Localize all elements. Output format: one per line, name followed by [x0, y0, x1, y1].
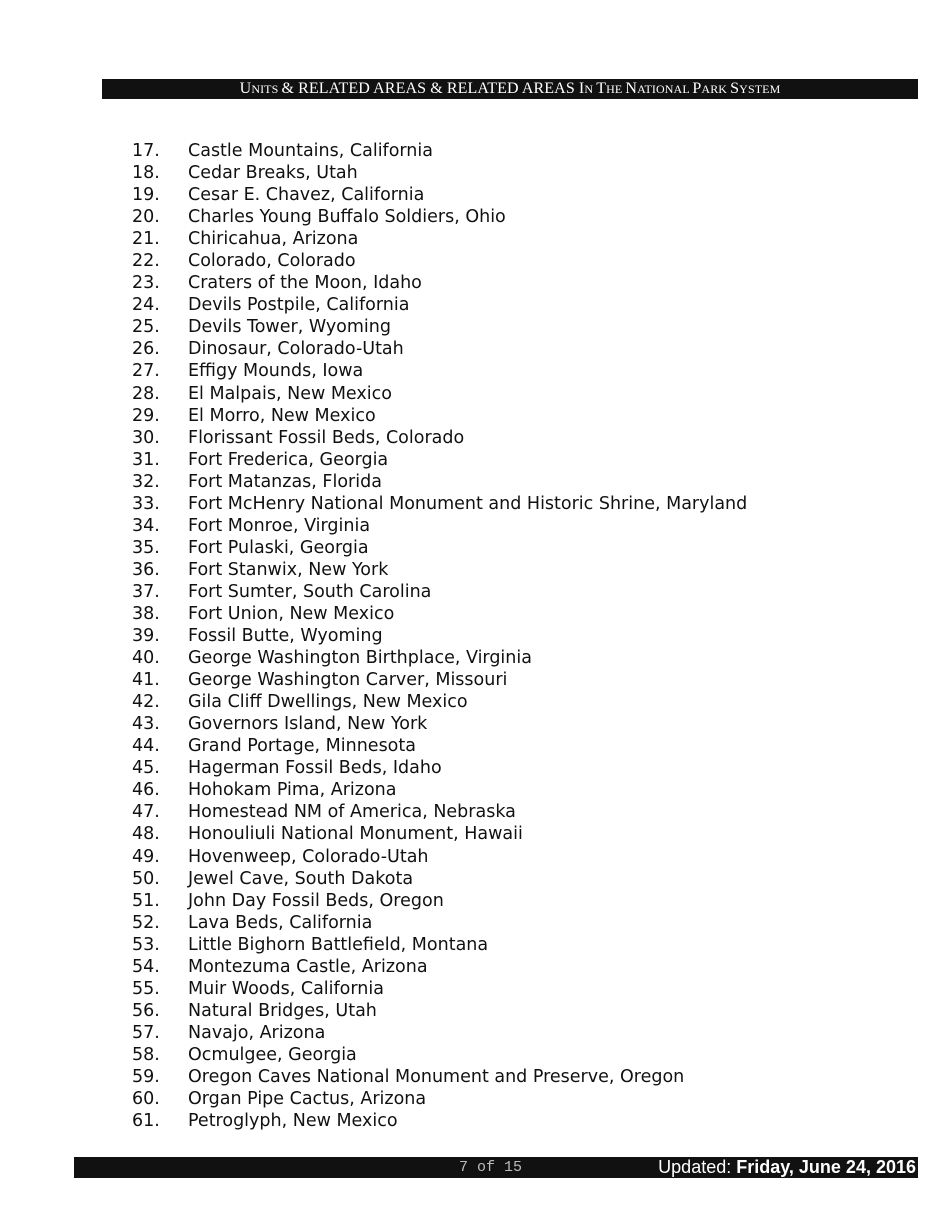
item-number: 51. — [132, 890, 160, 911]
item-text: Charles Young Buffalo Soldiers, Ohio — [188, 207, 506, 228]
header-title-part: HE — [606, 82, 626, 96]
header-title-part: N — [625, 80, 638, 97]
list-item — [132, 1044, 747, 1066]
list-item — [132, 691, 747, 713]
list-item — [132, 669, 747, 691]
item-text: John Day Fossil Beds, Oregon — [188, 890, 444, 911]
item-text: Ocmulgee, Georgia — [188, 1044, 357, 1065]
item-number: 18. — [132, 163, 160, 184]
item-number: 43. — [132, 714, 160, 735]
header-title-part: NITS — [251, 82, 282, 96]
header-title-part: ATIONAL — [637, 82, 693, 96]
list-item — [132, 1066, 747, 1088]
item-text: Cedar Breaks, Utah — [188, 163, 358, 184]
list-item — [132, 383, 747, 405]
item-text: Fort Frederica, Georgia — [188, 449, 389, 470]
item-text: Jewel Cave, South Dakota — [188, 868, 414, 889]
list-item — [132, 206, 747, 228]
list-item — [132, 735, 747, 757]
item-number: 60. — [132, 1089, 160, 1110]
header-title-part: ARK — [701, 82, 731, 96]
list-item — [132, 228, 747, 250]
list-item — [132, 360, 747, 382]
header-title-part: T — [596, 80, 607, 97]
item-text: Fort Matanzas, Florida — [188, 471, 382, 492]
item-text: Fort McHenry National Monument and Historic Shrine, Maryland — [188, 493, 748, 514]
list-item — [132, 559, 747, 581]
header-title-part: U — [239, 80, 252, 97]
item-text: Hovenweep, Colorado-Utah — [188, 846, 429, 867]
list-item — [132, 890, 747, 912]
item-number: 19. — [132, 185, 160, 206]
item-number: 48. — [132, 824, 160, 845]
item-number: 54. — [132, 956, 160, 977]
item-number: 52. — [132, 912, 160, 933]
item-text: Lava Beds, California — [188, 912, 373, 933]
item-number: 59. — [132, 1066, 160, 1087]
item-number: 35. — [132, 537, 160, 558]
item-text: Navajo, Arizona — [188, 1022, 326, 1043]
item-text: Fort Pulaski, Georgia — [188, 537, 369, 558]
list-item — [132, 868, 747, 890]
item-text: Oregon Caves National Monument and Preserve, Oregon — [188, 1066, 685, 1087]
list-item — [132, 978, 747, 1000]
list-item — [132, 934, 747, 956]
header-title — [240, 80, 781, 98]
item-text: Petroglyph, New Mexico — [188, 1111, 398, 1132]
item-text: Governors Island, New York — [188, 714, 428, 735]
item-text: Devils Postpile, California — [188, 295, 410, 316]
page-header — [102, 79, 918, 99]
item-number: 29. — [132, 405, 160, 426]
header-title-part: P — [692, 80, 702, 97]
item-text: Castle Mountains, California — [188, 141, 433, 162]
item-number: 56. — [132, 1000, 160, 1021]
item-text: Fort Sumter, South Carolina — [188, 581, 432, 602]
item-text: Florissant Fossil Beds, Colorado — [188, 427, 465, 448]
item-number: 23. — [132, 273, 160, 294]
list-item — [132, 1088, 747, 1110]
item-number: 50. — [132, 868, 160, 889]
list-item — [132, 405, 747, 427]
item-number: 47. — [132, 802, 160, 823]
list-item — [132, 184, 747, 206]
list-item — [132, 779, 747, 801]
item-text: Effigy Mounds, Iowa — [188, 361, 364, 382]
header-title-part: YSTEM — [739, 82, 781, 96]
list-item — [132, 338, 747, 360]
list-item — [132, 956, 747, 978]
item-number: 39. — [132, 626, 160, 647]
item-text: George Washington Birthplace, Virginia — [188, 648, 532, 669]
list-item — [132, 449, 747, 471]
item-text: Fossil Butte, Wyoming — [188, 626, 383, 647]
item-number: 27. — [132, 361, 160, 382]
list-item — [132, 537, 747, 559]
item-number: 33. — [132, 493, 160, 514]
header-title-part: N — [584, 82, 597, 96]
item-number: 55. — [132, 978, 160, 999]
item-number: 57. — [132, 1022, 160, 1043]
item-number: 42. — [132, 692, 160, 713]
item-text: Fort Union, New Mexico — [188, 604, 395, 624]
list-item — [132, 272, 747, 294]
item-number: 61. — [132, 1111, 160, 1132]
header-title-part: S — [730, 80, 740, 97]
item-text: Devils Tower, Wyoming — [188, 317, 391, 338]
list-item — [132, 250, 747, 272]
list-item — [132, 823, 747, 845]
list-item — [132, 1000, 747, 1022]
page-number: 7 of 15 — [459, 1159, 523, 1176]
list-item — [132, 912, 747, 934]
item-text: Craters of the Moon, Idaho — [188, 273, 422, 294]
item-number: 22. — [132, 251, 160, 272]
item-text: Chiricahua, Arizona — [188, 229, 359, 250]
item-number: 25. — [132, 317, 160, 338]
list-item — [132, 515, 747, 537]
item-text: Colorado, Colorado — [188, 251, 356, 272]
updated-label: Updated: — [658, 1157, 732, 1177]
item-number: 45. — [132, 758, 160, 779]
list-item — [132, 757, 747, 779]
units-list — [132, 140, 747, 1132]
list-item — [132, 493, 747, 515]
item-number: 21. — [132, 229, 160, 250]
list-item — [132, 581, 747, 603]
list-item — [132, 427, 747, 449]
updated-stamp — [658, 1157, 916, 1178]
list-item — [132, 1110, 747, 1132]
item-number: 49. — [132, 846, 160, 867]
list-item — [132, 294, 747, 316]
list-item — [132, 162, 747, 184]
list-item — [132, 625, 747, 647]
list-item — [132, 846, 747, 868]
list-item — [132, 801, 747, 823]
item-number: 31. — [132, 449, 160, 470]
item-text: Montezuma Castle, Arizona — [188, 956, 428, 977]
item-number: 40. — [132, 648, 160, 669]
item-number: 41. — [132, 670, 160, 691]
item-number: 32. — [132, 471, 160, 492]
item-text: Grand Portage, Minnesota — [188, 736, 416, 757]
item-text: Gila Cliff Dwellings, New Mexico — [188, 692, 468, 713]
item-text: Muir Woods, California — [188, 978, 384, 999]
item-number: 36. — [132, 559, 160, 580]
item-number: 53. — [132, 934, 160, 955]
item-number: 58. — [132, 1044, 160, 1065]
item-number: 17. — [132, 141, 160, 162]
item-text: Homestead NM of America, Nebraska — [188, 802, 516, 823]
item-number: 26. — [132, 339, 160, 360]
item-number: 38. — [132, 604, 160, 624]
item-number: 34. — [132, 515, 160, 536]
item-text: Natural Bridges, Utah — [188, 1000, 377, 1021]
list-item — [132, 471, 747, 493]
item-text: Little Bighorn Battlefield, Montana — [188, 934, 489, 955]
updated-date: Friday, June 24, 2016 — [736, 1157, 916, 1177]
item-number: 28. — [132, 383, 160, 404]
item-number: 44. — [132, 736, 160, 757]
item-number: 20. — [132, 207, 160, 228]
header-title-part: I — [578, 80, 585, 97]
list-item — [132, 1022, 747, 1044]
item-text: El Morro, New Mexico — [188, 405, 376, 426]
item-text: Organ Pipe Cactus, Arizona — [188, 1089, 427, 1110]
list-item — [132, 140, 747, 162]
item-text: Dinosaur, Colorado-Utah — [188, 339, 404, 360]
item-number: 24. — [132, 295, 160, 316]
item-text: Fort Monroe, Virginia — [188, 515, 371, 536]
item-text: El Malpais, New Mexico — [188, 383, 392, 404]
item-text: Hagerman Fossil Beds, Idaho — [188, 758, 442, 779]
item-text: George Washington Carver, Missouri — [188, 670, 508, 691]
item-number: 30. — [132, 427, 160, 448]
item-number: 46. — [132, 780, 160, 801]
list-item — [132, 603, 747, 625]
list-item — [132, 647, 747, 669]
item-number: 37. — [132, 581, 160, 602]
header-title-part: & RELATED AREAS & RELATED AREAS — [281, 80, 579, 97]
item-text: Hohokam Pima, Arizona — [188, 780, 397, 801]
page-footer — [74, 1157, 918, 1178]
list-item — [132, 316, 747, 338]
item-text: Cesar E. Chavez, California — [188, 185, 425, 206]
list-item — [132, 713, 747, 735]
item-text: Fort Stanwix, New York — [188, 559, 389, 580]
item-text: Honouliuli National Monument, Hawaii — [188, 824, 523, 845]
